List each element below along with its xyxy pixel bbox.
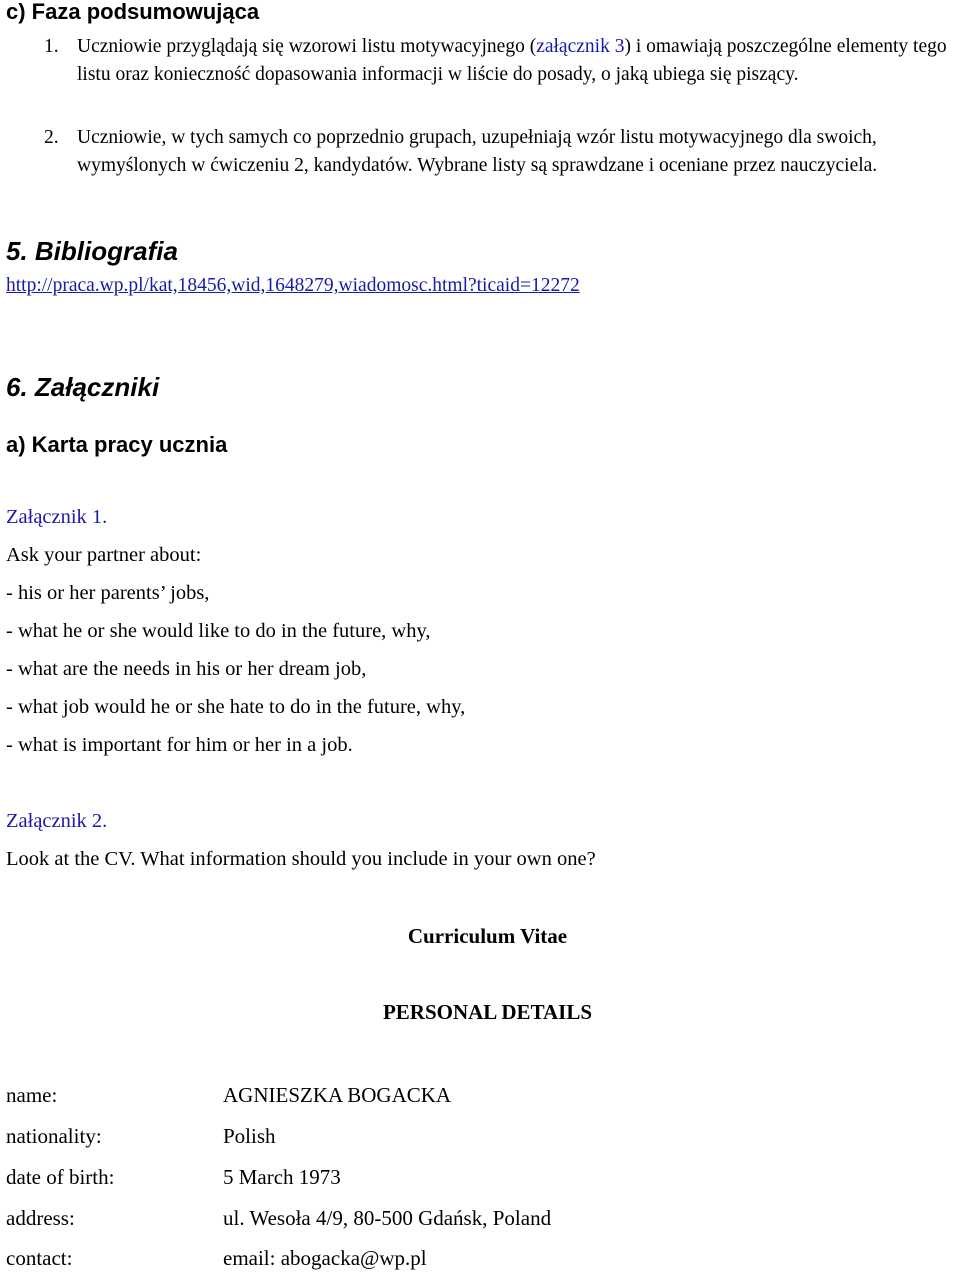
attachment-2-intro: Look at the CV. What information should you include in your own one? bbox=[6, 848, 596, 870]
list-item-text-pre: Uczniowie przyglądają się wzorowi listu motywacyjnego ( bbox=[77, 36, 537, 57]
bibliography-link[interactable]: http://praca.wp.pl/kat,18456,wid,1648279,wiadomosc.html?ticaid=12272 bbox=[6, 275, 580, 296]
attachment-1-intro: Ask your partner about: bbox=[6, 544, 202, 566]
subheading-karta-pracy: a) Karta pracy ucznia bbox=[6, 432, 228, 457]
cv-row-label: name: bbox=[6, 1083, 58, 1107]
list-item-number: 2. bbox=[44, 127, 59, 148]
attachment-link[interactable]: załącznik 3 bbox=[536, 36, 625, 57]
question-line: - what he or she would like to do in the future, why, bbox=[6, 620, 431, 642]
section-heading-faza: c) Faza podsumowująca bbox=[6, 0, 260, 24]
cv-title: Curriculum Vitae bbox=[407, 924, 568, 948]
question-line: - what job would he or she hate to do in the future, why, bbox=[6, 696, 466, 718]
list-item-text bbox=[77, 33, 947, 89]
list-item-number: 1. bbox=[44, 36, 59, 57]
section-heading-zalaczniki: 6. Załączniki bbox=[6, 372, 160, 402]
question-line: - his or her parents’ jobs, bbox=[6, 582, 210, 604]
list-item-text-post: ) i omawiają poszczególne elementy tego listu oraz konieczność dopasowania informacji w liście do posady, o jaką ubiega się piszący. bbox=[77, 36, 947, 85]
question-line: - what are the needs in his or her dream job, bbox=[6, 658, 367, 680]
cv-row-value: AGNIESZKA BOGACKA bbox=[223, 1083, 452, 1107]
cv-section-personal-details: PERSONAL DETAILS bbox=[382, 1000, 593, 1024]
cv-row-value: ul. Wesoła 4/9, 80-500 Gdańsk, Poland bbox=[223, 1206, 552, 1230]
attachment-1-label: Załącznik 1. bbox=[6, 506, 108, 528]
cv-row-value: Polish bbox=[223, 1124, 276, 1148]
cv-row-label: contact: bbox=[6, 1246, 73, 1270]
cv-row-value: 5 March 1973 bbox=[223, 1165, 341, 1189]
cv-row-value: email: abogacka@wp.pl bbox=[223, 1246, 427, 1270]
list-item-text: Uczniowie, w tych samych co poprzednio grupach, uzupełniają wzór listu motywacyjnego dla swoich, wymyślonych w ćwiczeniu 2, kandydatów. Wybrane listy są sprawdzane i oceniane przez nauczyciela. bbox=[77, 127, 878, 176]
cv-row-label: date of birth: bbox=[6, 1165, 115, 1189]
attachment-2-label: Załącznik 2. bbox=[6, 810, 108, 832]
question-line: - what is important for him or her in a job. bbox=[6, 734, 353, 756]
cv-row-label: address: bbox=[6, 1206, 75, 1230]
section-heading-bibliografia: 5. Bibliografia bbox=[6, 236, 178, 266]
cv-row-label: nationality: bbox=[6, 1124, 102, 1148]
